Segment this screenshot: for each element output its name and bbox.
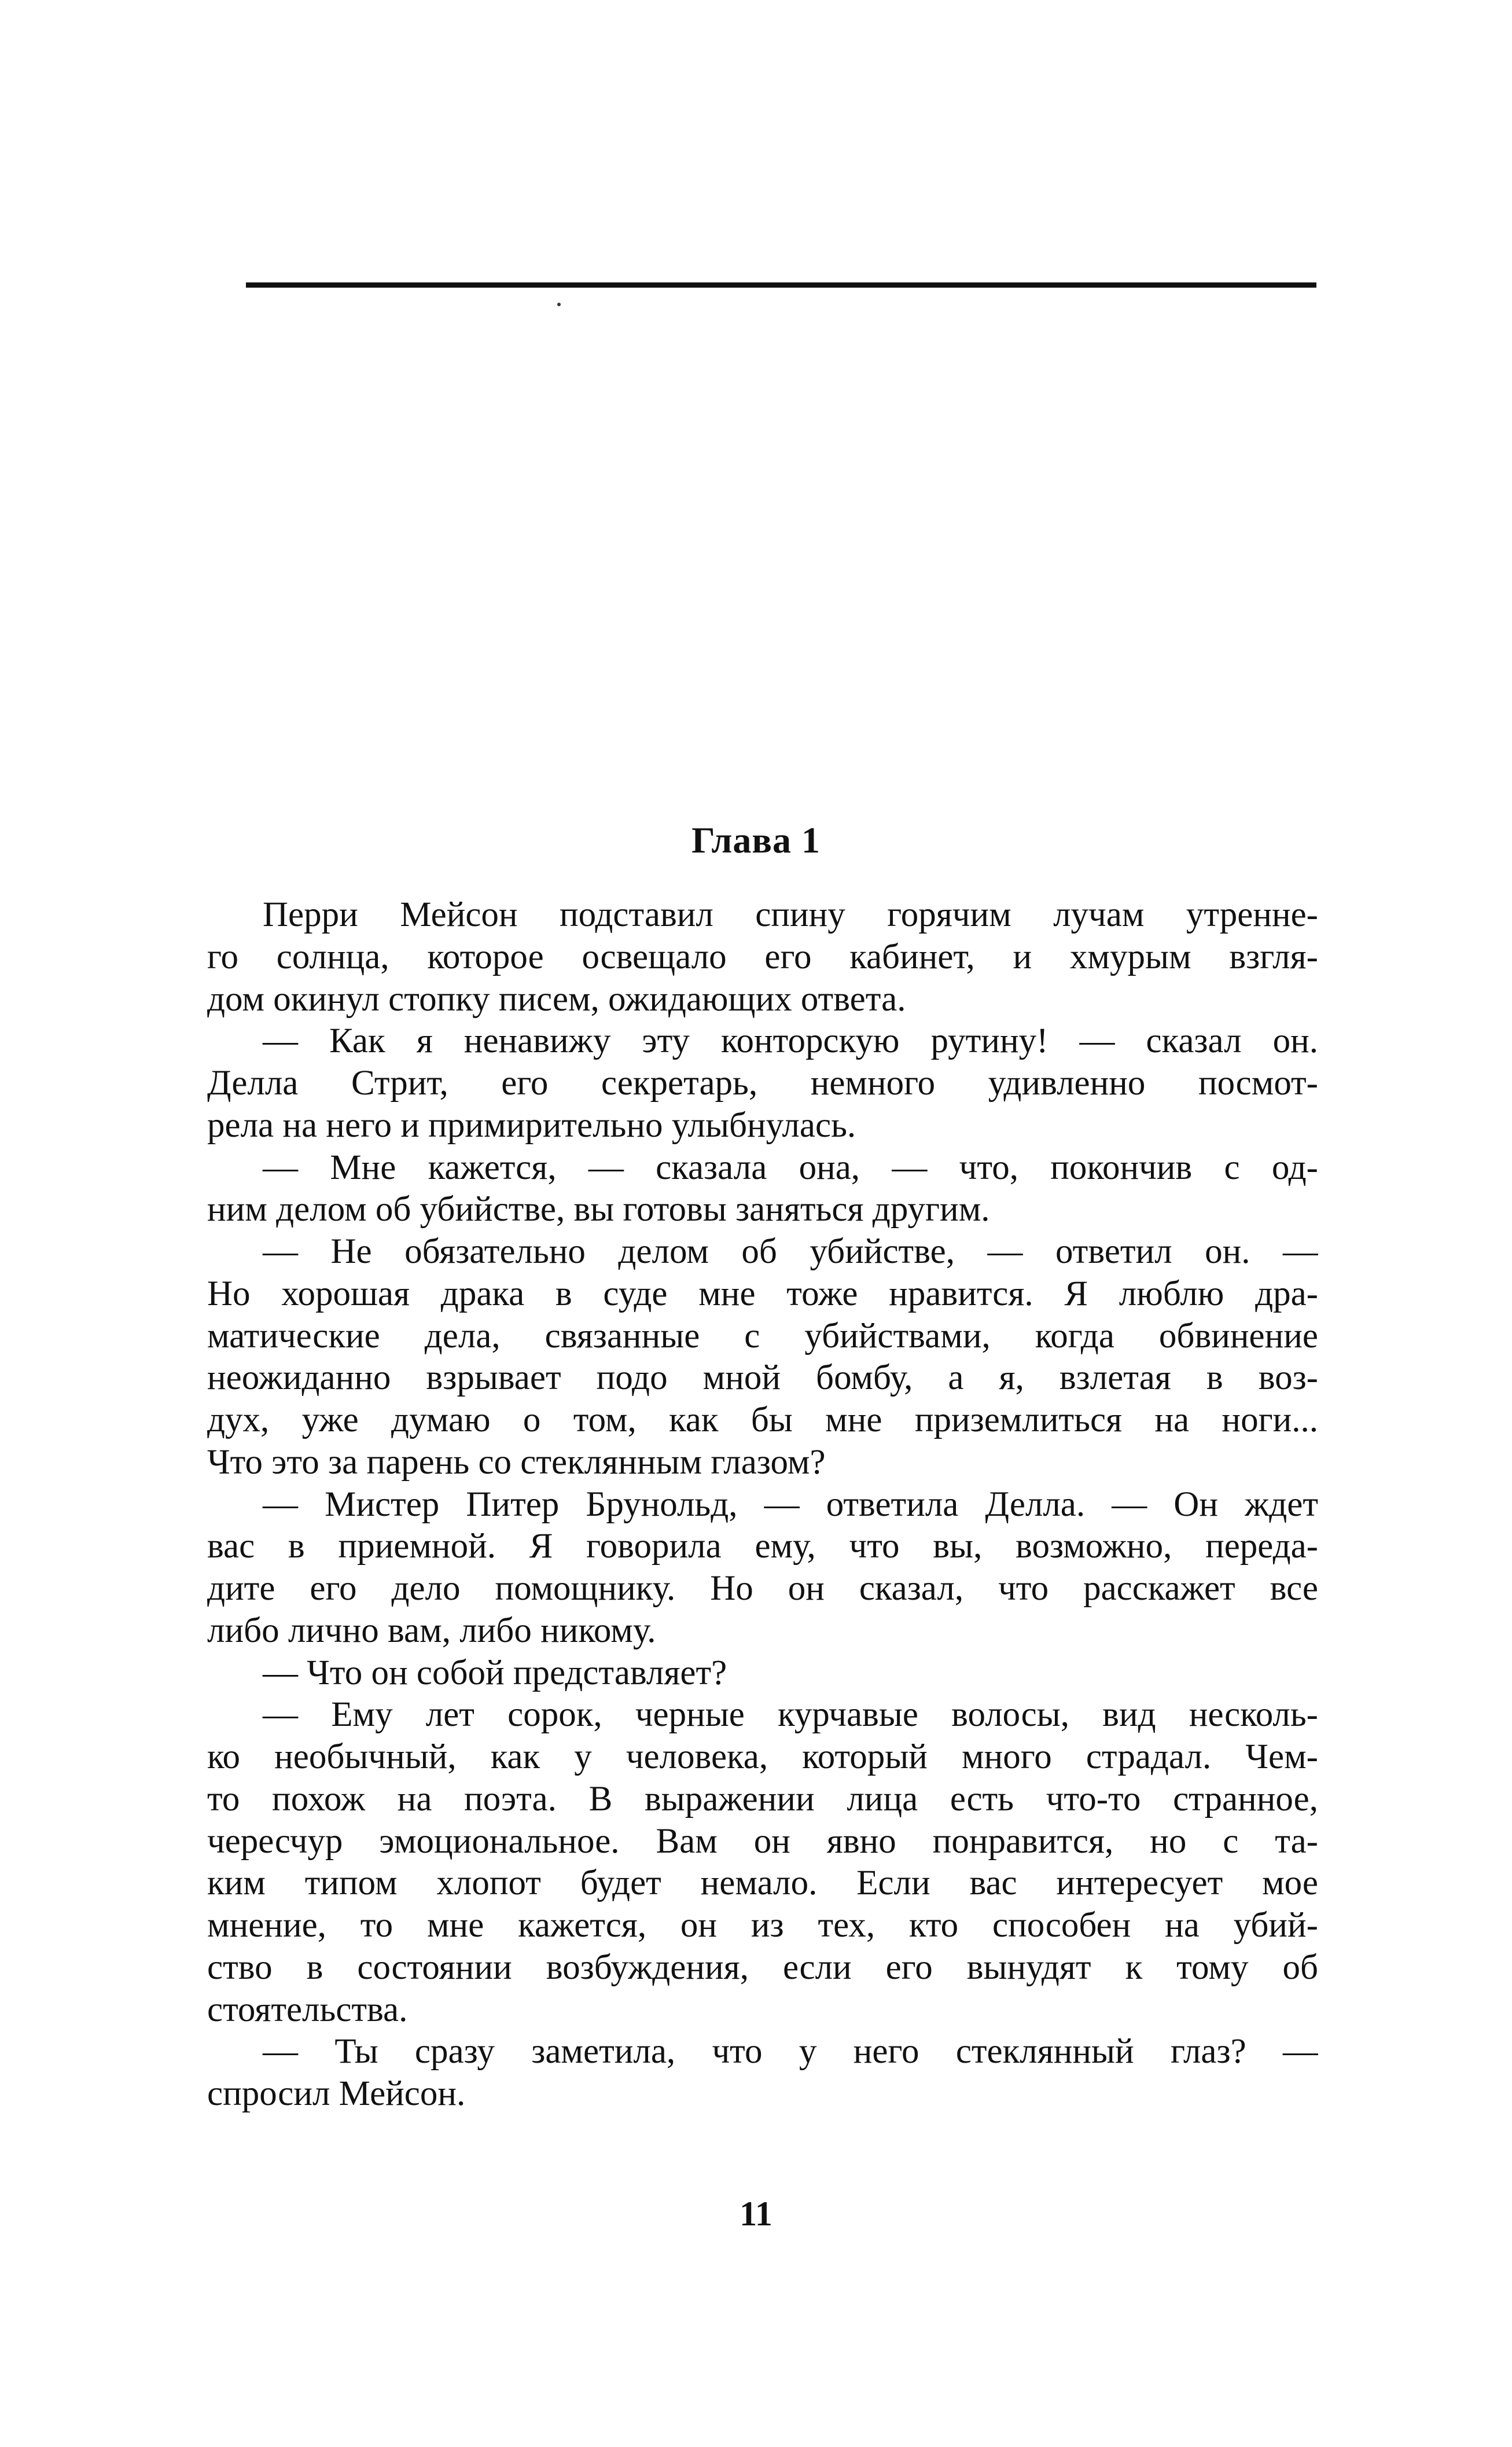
text-line: — Мистер Питер Брунольд, — ответила Делла. — Он ждет	[263, 1485, 1318, 1524]
text-line: рела на него и примирительно улыбнулась.	[207, 1105, 856, 1145]
text-line: матические дела, связанные с убийствами, когда обвинение	[207, 1316, 1318, 1355]
text-line: — Что он собой представляет?	[263, 1653, 727, 1692]
text-line: Делла Стрит, его секретарь, немного удивленно посмот-	[207, 1064, 1318, 1103]
text-line: ним делом об убийстве, вы готовы заняться другим.	[207, 1190, 990, 1229]
text-line: — Как я ненавижу эту конторскую рутину! — сказал он.	[263, 1022, 1318, 1061]
text-line: то похож на поэта. В выражении лица есть что-то странное,	[207, 1779, 1318, 1818]
text-line: ким типом хлопот будет немало. Если вас интересует мое	[207, 1864, 1318, 1903]
text-line: дом окинул стопку писем, ожидающих ответа.	[207, 979, 906, 1019]
text-line: вас в приемной. Я говорила ему, что вы, возможно, переда-	[207, 1527, 1318, 1566]
print-speck	[557, 303, 561, 306]
text-line: дух, уже думаю о том, как бы мне приземлиться на ноги...	[207, 1401, 1318, 1439]
top-rule	[246, 282, 1316, 288]
text-line: чересчур эмоциональное. Вам он явно понравится, но с та-	[207, 1821, 1318, 1861]
text-line: Что это за парень со стеклянным глазом?	[207, 1442, 826, 1482]
text-line: ко необычный, как у человека, который много страдал. Чем-	[207, 1737, 1318, 1776]
text-line: спросил Мейсон.	[207, 2074, 466, 2113]
text-line: мнение, то мне кажется, он из тех, кто способен на убий-	[207, 1906, 1318, 1945]
text-line: — Не обязательно делом об убийстве, — ответил он. —	[263, 1232, 1318, 1271]
text-line: неожиданно взрывает подо мной бомбу, а я, взлетая в воз-	[207, 1358, 1318, 1398]
text-line: Но хорошая драка в суде мне тоже нравится. Я люблю дра-	[207, 1274, 1318, 1313]
text-line: го солнца, которое освещало его кабинет, и хмурым взгля-	[207, 937, 1318, 976]
text-line: дите его дело помощнику. Но он сказал, что расскажет все	[207, 1569, 1318, 1608]
text-line: либо лично вам, либо никому.	[207, 1611, 656, 1650]
body-text	[207, 894, 1318, 2115]
chapter-title: Глава 1	[691, 820, 821, 861]
text-line: — Мне кажется, — сказала она, — что, покончив с од-	[263, 1148, 1318, 1187]
page-number: 11	[740, 2195, 772, 2233]
text-line: — Ему лет сорок, черные курчавые волосы, вид несколь-	[263, 1695, 1318, 1735]
text-line: Перри Мейсон подставил спину горячим лучам утренне-	[263, 895, 1318, 934]
text-line: ство в состоянии возбуждения, если его вынудят к тому об	[207, 1948, 1318, 1987]
text-line: стоятельства.	[207, 1990, 408, 2029]
text-line: — Ты сразу заметила, что у него стеклянный глаз? —	[263, 2032, 1318, 2071]
